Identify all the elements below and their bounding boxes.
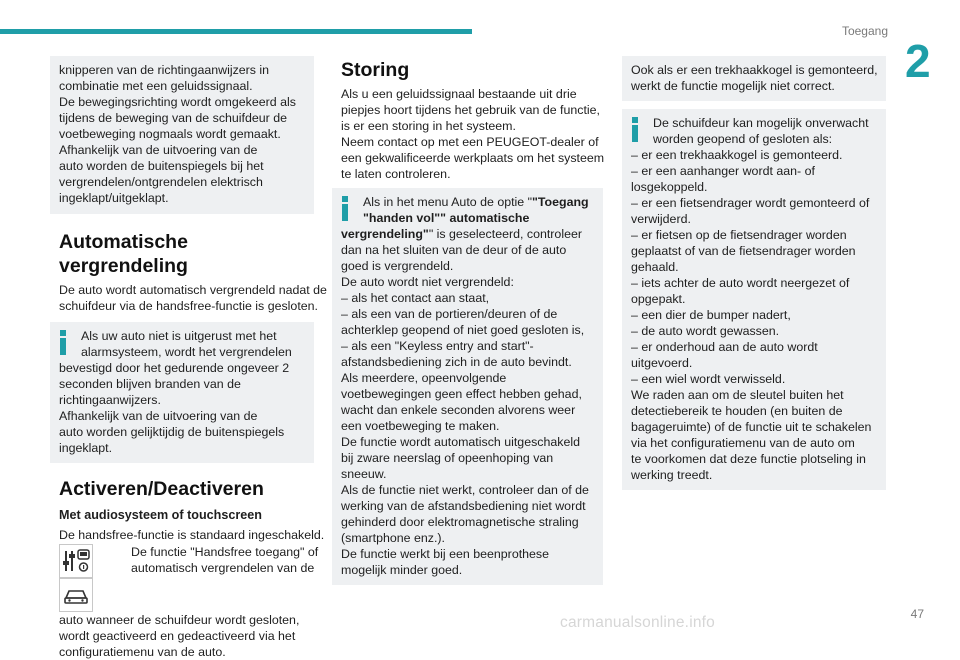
text-line: Afhankelijk van de uitvoering van de <box>59 143 258 157</box>
text-line: bagageruimte) of de functie uit te schakelen <box>631 420 872 434</box>
text-line: een gekwalificeerde werkplaats om het systeem <box>341 151 605 165</box>
info-box-sliding-door <box>622 109 886 490</box>
text-line: – de auto wordt gewassen. <box>631 324 780 338</box>
text-line: opgepakt. <box>631 292 686 306</box>
text-line: sneeuw. <box>341 467 387 481</box>
text-line: afstandsbediening zich in de auto bevindt. <box>341 355 572 369</box>
text-line: worden geopend of gesloten als: <box>653 132 833 146</box>
text-line: gehaald. <box>631 260 679 274</box>
car-icon <box>59 578 93 612</box>
text-line: – er fietsen op de fietsendrager worden <box>631 228 847 242</box>
text-line: Als u een geluidssignaal bestaande uit drie <box>341 87 577 101</box>
chapter-number: 2 <box>905 35 931 87</box>
text-line: bij zware neerslag of opeenhoping van <box>341 451 554 465</box>
column-1 <box>50 56 327 660</box>
text-line: De functie "Handsfree toegang" of <box>131 545 319 559</box>
text-line: ingeklapt/uitgeklapt. <box>59 191 169 205</box>
heading-activate-deactivate: Activeren/Deactiveren <box>59 478 264 500</box>
text-line: Als de functie niet werkt, controleer dan of de <box>341 483 589 497</box>
text-line: – als een "Keyless entry and start"- <box>341 339 534 353</box>
text-line: geplaatst of van de fietsendrager worden <box>631 244 856 258</box>
text-line: – er een aanhanger wordt aan- of <box>631 164 815 178</box>
info-icon <box>341 196 350 222</box>
text-line: detectiebereik te houden (en buiten de <box>631 404 843 418</box>
text-line: combinatie met een geluidssignaal. <box>59 79 253 93</box>
activation-paragraph <box>50 527 325 660</box>
text-line: richtingaanwijzers. <box>59 393 161 407</box>
text-line: automatisch vergrendelen van de <box>131 561 315 575</box>
text-line: De handsfree-functie is standaard ingeschakeld. <box>59 528 325 542</box>
text-line: Ook als er een trekhaakkogel is gemonteerd, <box>631 63 878 77</box>
text-line: schuifdeur via de handsfree-functie is gesloten. <box>59 299 318 313</box>
text-line: tijdens de beweging van de schuifdeur de <box>59 111 288 125</box>
text-line: werkt de functie mogelijk niet correct. <box>631 79 835 93</box>
text-line: te laten controleren. <box>341 167 451 181</box>
text-line: gehinderd door elektromagnetische straling <box>341 515 579 529</box>
text-line: bevestigd door het gedurende ongeveer 2 <box>59 361 290 375</box>
text-line: De functie werkt bij een beenprothese <box>341 547 550 561</box>
text-line: Als uw auto niet is uitgerust met het <box>81 329 277 343</box>
text-line: – iets achter de auto wordt neergezet of <box>631 276 850 290</box>
text-line: (smartphone enz.). <box>341 531 445 545</box>
text-line: configuratiemenu van de auto. <box>59 645 226 659</box>
text-line: achterklep geopend of niet goed gesloten is, <box>341 323 585 337</box>
text-line: Als in het menu Auto de optie ""Toegang <box>363 195 589 209</box>
text-line: voetbewegingen geen effect hebben gehad, <box>341 387 582 401</box>
text-line: verwijderd. <box>631 212 691 226</box>
text-line: Als meerdere, opeenvolgende <box>341 371 507 385</box>
text-line: is er een storing in het systeem. <box>341 119 516 133</box>
text-line: vergrendelen/ontgrendelen elektrisch <box>59 175 263 189</box>
text-line: De bewegingsrichting wordt omgekeerd als <box>59 95 296 109</box>
text-line: Neem contact op met een PEUGEOT-dealer of <box>341 135 599 149</box>
text-line: De auto wordt niet vergrendeld: <box>341 275 514 289</box>
text-line: wordt geactiveerd en gedeactiveerd via het <box>59 629 296 643</box>
text-line: "handen vol"" automatische <box>363 211 530 225</box>
info-box-locking <box>50 322 314 463</box>
text-line: mogelijk minder goed. <box>341 563 463 577</box>
heading-malfunction: Storing <box>341 59 410 81</box>
text-line: goed is vergrendeld. <box>341 259 454 273</box>
text-line: ingeklapt. <box>59 441 113 455</box>
text-line: – als het contact aan staat, <box>341 291 490 305</box>
text-line: We raden aan om de sleutel buiten het <box>631 388 844 402</box>
text-line: seconden blijven branden van de <box>59 377 241 391</box>
info-box-hands-full <box>332 188 603 585</box>
towbar-note-box <box>622 56 886 101</box>
text-line: uitgevoerd. <box>631 356 693 370</box>
text-line: Afhankelijk van de uitvoering van de <box>59 409 258 423</box>
text-line: – er onderhoud aan de auto wordt <box>631 340 818 354</box>
text-line: auto wanneer de schuifdeur wordt gesloten, <box>59 613 300 627</box>
header-accent-bar <box>0 29 472 34</box>
text-line: werking treedt. <box>631 468 713 482</box>
text-line: losgekoppeld. <box>631 180 708 194</box>
text-line: – er een fietsendrager wordt gemonteerd of <box>631 196 870 210</box>
text-line: auto worden de buitenspiegels bij het <box>59 159 264 173</box>
text-line: De auto wordt automatisch vergrendeld nadat de <box>59 283 327 297</box>
text-line: De functie wordt automatisch uitgeschakeld <box>341 435 580 449</box>
malfunction-paragraph <box>332 86 605 182</box>
subheading-audio-touchscreen: Met audiosysteem of touchscreen <box>59 508 262 522</box>
section-title: Toegang <box>841 24 888 38</box>
column-3 <box>622 56 886 490</box>
text-line: auto worden gelijktijdig de buitenspiegels <box>59 425 285 439</box>
continued-note-box <box>50 56 314 214</box>
heading-automatic-locking: Automatische vergrendeling <box>59 231 188 277</box>
text-line: via het configuratiemenu van de auto om <box>631 436 855 450</box>
text-line: vergrendeling"" is geselecteerd, controleer <box>341 227 582 241</box>
text-line: dan na het sluiten van de deur of de auto <box>341 243 567 257</box>
text-line: werking van de afstandsbediening niet wordt <box>341 499 586 513</box>
settings-icons <box>59 544 131 612</box>
settings-sliders-icon <box>59 544 93 578</box>
column-2 <box>332 56 605 585</box>
automatic-locking-paragraph <box>50 282 327 314</box>
text-line: wacht dan enkele seconden alvorens weer <box>341 403 576 417</box>
text-line: piepjes hoort tijdens het gebruik van de functie, <box>341 103 600 117</box>
text-line: een voetbeweging te maken. <box>341 419 500 433</box>
page-number: 47 <box>910 607 924 621</box>
text-line: knipperen van de richtingaanwijzers in <box>59 63 270 77</box>
text-line: – een wiel wordt verwisseld. <box>631 372 786 386</box>
text-line: te voorkomen dat deze functie plotseling in <box>631 452 866 466</box>
text-line: – als een van de portieren/deuren of de <box>341 307 558 321</box>
text-line: voetbeweging nogmaals wordt gemaakt. <box>59 127 281 141</box>
text-line: alarmsysteem, wordt het vergrendelen <box>81 345 292 359</box>
watermark: carmanualsonline.info <box>560 614 715 631</box>
text-line: De schuifdeur kan mogelijk onverwacht <box>653 116 869 130</box>
info-icon <box>631 117 640 143</box>
info-icon <box>59 330 68 356</box>
text-line: – een dier de bumper nadert, <box>631 308 791 322</box>
text-line: – er een trekhaakkogel is gemonteerd. <box>631 148 843 162</box>
